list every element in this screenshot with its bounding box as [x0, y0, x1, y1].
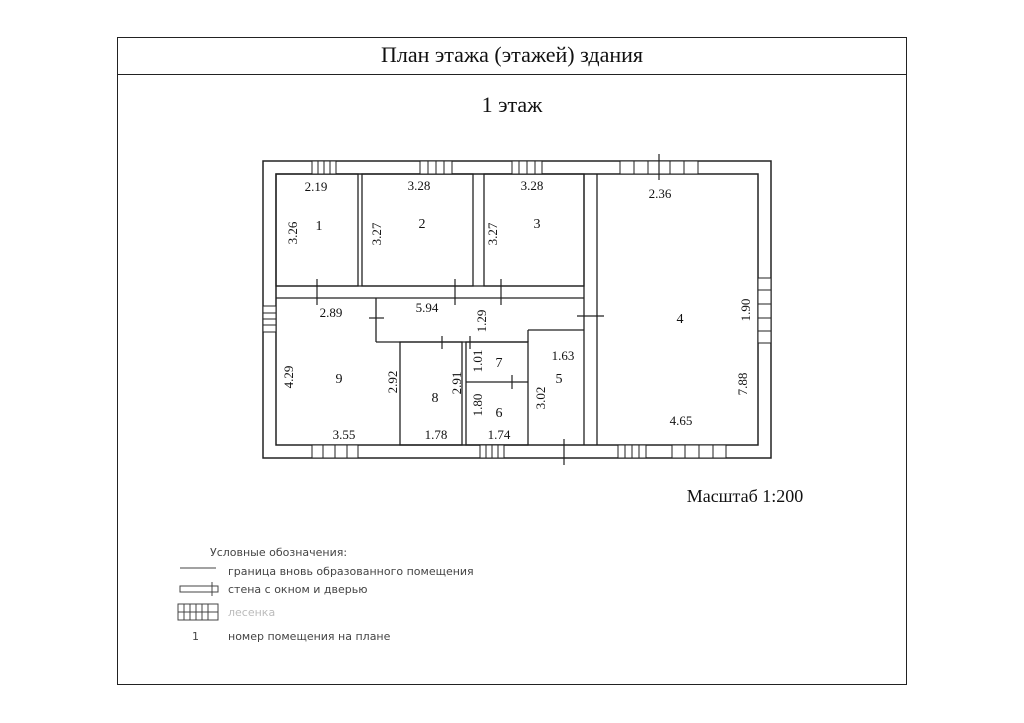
window [672, 445, 726, 458]
window [420, 161, 452, 174]
room-number: 1 [315, 219, 323, 234]
doors [317, 154, 659, 465]
dimension-label: 1.90 [738, 298, 753, 322]
staircase-icon [178, 604, 218, 620]
scale-label: Масштаб 1:200 [686, 486, 804, 506]
dimension-label: 2.91 [449, 371, 464, 395]
wall-window-door-icon [180, 582, 218, 596]
room-number: 7 [495, 356, 503, 371]
dimension-label: 2.36 [648, 186, 672, 201]
dimension-label: 1.01 [470, 349, 485, 373]
room-number-icon: 1 [192, 630, 199, 643]
dimension-label: 2.19 [304, 179, 328, 194]
dimension-label: 2.89 [319, 305, 343, 320]
room-numbers [316, 217, 684, 421]
legend-heading: Условные обозначения: [210, 546, 348, 559]
window [758, 278, 771, 343]
dimension-label: 4.65 [669, 413, 693, 428]
dimension-label: 3.26 [285, 221, 300, 245]
room-number: 9 [335, 372, 343, 387]
window [512, 161, 542, 174]
drawing-title: План этажа (этажей) здания [118, 38, 906, 75]
room-number: 5 [555, 372, 563, 387]
legend-text: лесенка [228, 606, 276, 619]
dimension-label: 1.63 [551, 348, 575, 363]
dimension-label: 1.74 [487, 427, 511, 442]
dimension-label: 3.28 [520, 178, 544, 193]
window [263, 306, 276, 332]
window [312, 161, 336, 174]
window [618, 445, 646, 458]
room-number: 2 [418, 217, 426, 232]
dimension-label: 4.29 [281, 365, 296, 389]
legend-text: стена с окном и дверью [228, 583, 368, 596]
dimensions [281, 178, 753, 442]
legend [178, 546, 474, 643]
dimension-label: 5.94 [415, 300, 439, 315]
dimension-label: 3.28 [407, 178, 431, 193]
room-number: 3 [533, 217, 541, 232]
floor-label: 1 этаж [481, 92, 543, 117]
room-number: 8 [431, 391, 439, 406]
dimension-label: 1.78 [424, 427, 448, 442]
dimension-label: 3.55 [332, 427, 356, 442]
dimension-label: 3.02 [533, 386, 548, 410]
dimension-label: 3.27 [485, 222, 500, 246]
legend-text: граница вновь образованного помещения [228, 565, 474, 578]
window [312, 445, 358, 458]
dimension-label: 1.80 [470, 393, 485, 417]
dimension-label: 2.92 [385, 370, 400, 394]
dimension-label: 7.88 [735, 372, 750, 396]
room-number: 4 [676, 312, 684, 327]
dimension-label: 1.29 [474, 309, 489, 333]
dimension-label: 3.27 [369, 222, 384, 246]
legend-text: номер помещения на плане [228, 630, 391, 643]
room-number: 6 [495, 406, 503, 421]
window [480, 445, 504, 458]
